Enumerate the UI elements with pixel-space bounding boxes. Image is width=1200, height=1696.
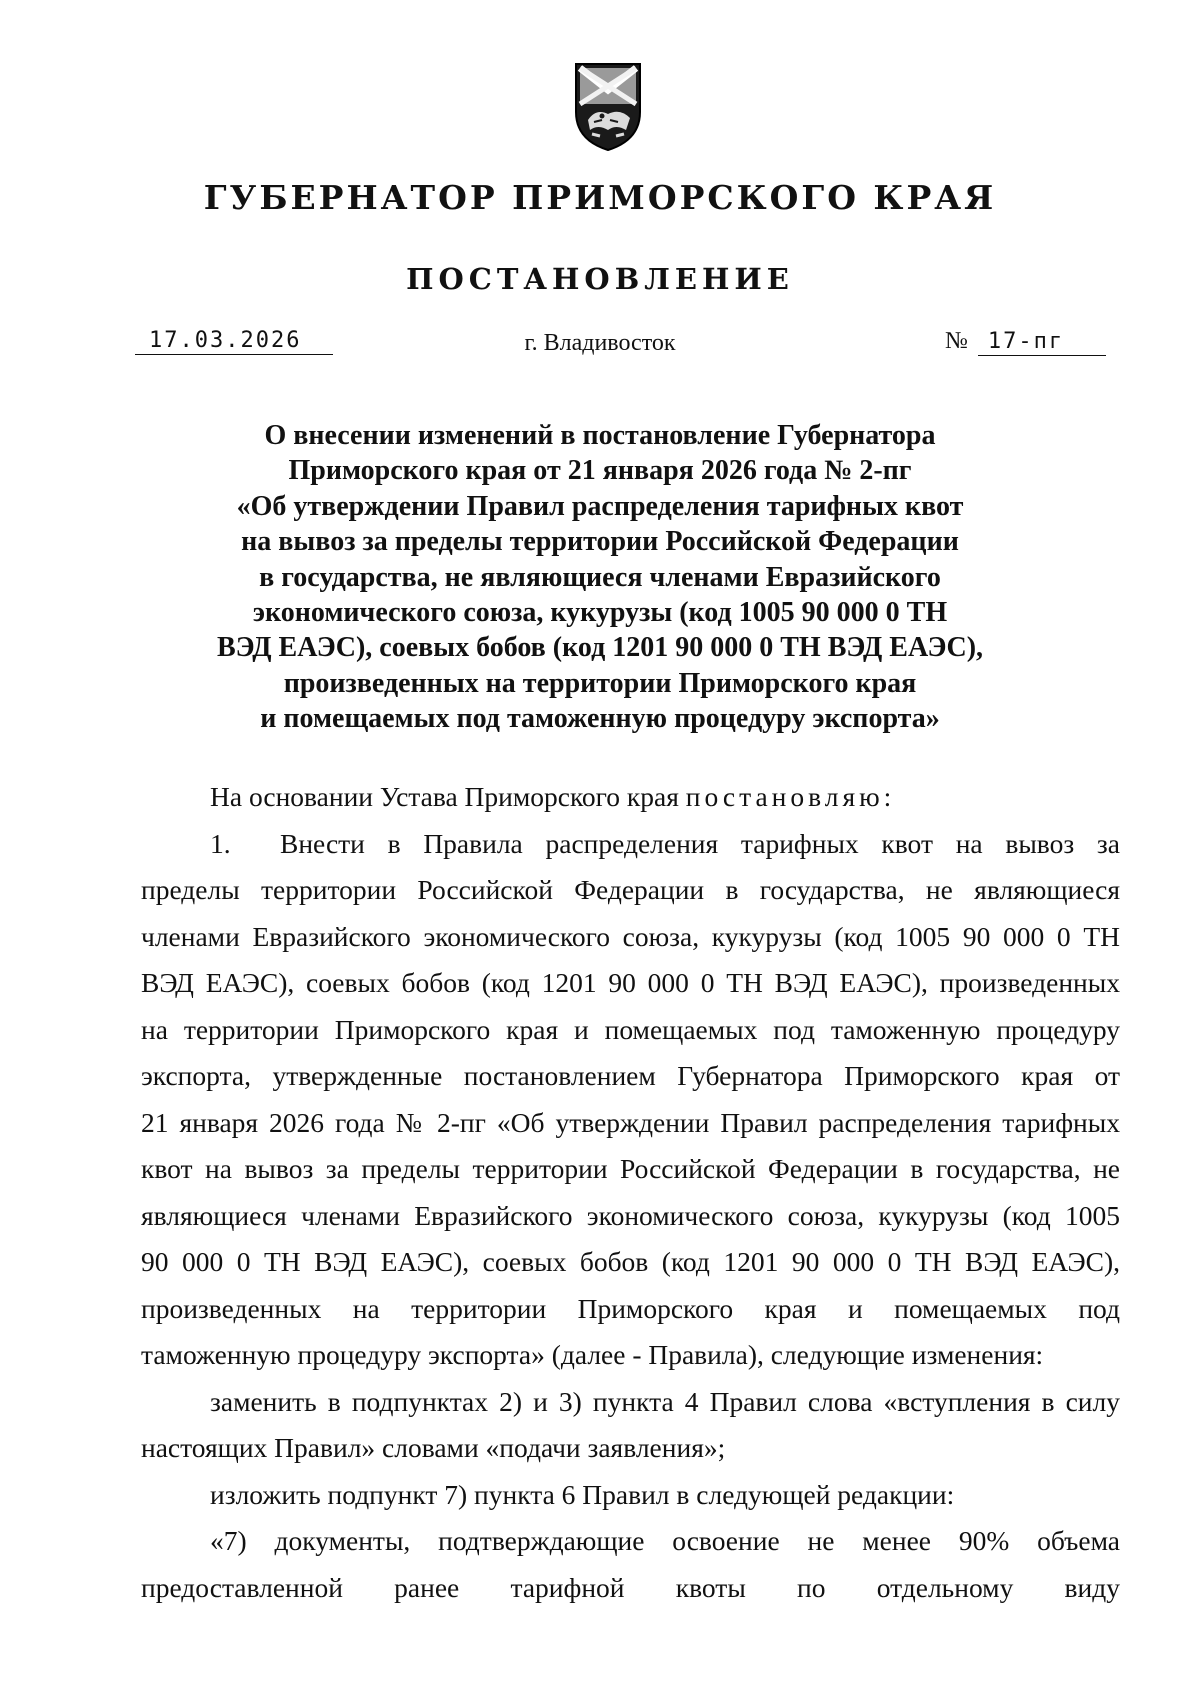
item-1-paragraph (141, 821, 1120, 1379)
item-1-line: произведенных на территории Приморского края и помещаемых под (141, 1292, 1120, 1324)
document-subject (150, 418, 1050, 737)
quote-line: предоставленной ранее тарифной квоты по отдельному виду (141, 1571, 1120, 1603)
subject-line: Приморского края от 21 января 2026 года № 2-пг (288, 455, 912, 487)
item-1-line: на территории Приморского края и помещаемых под таможенную процедуру (141, 1013, 1120, 1045)
subject-line: ВЭД ЕАЭС), соевых бобов (код 1201 90 000 0 ТН ВЭД ЕАЭС), (216, 632, 984, 664)
item-1-line: квот на вывоз за пределы территории Российской Федерации в государства, не (141, 1153, 1120, 1184)
item-1-line: экспорта, утвержденные постановлением Губернатора Приморского края от (141, 1060, 1120, 1091)
subject-line: в государства, не являющиеся членами Евразийского (259, 561, 941, 593)
quote-line: «7) документы, подтверждающие освоение не менее 90% объема (210, 1525, 1120, 1556)
item-1-line: 90 000 0 ТН ВЭД ЕАЭС), соевых бобов (код 1201 90 000 0 ТН ВЭД ЕАЭС), (141, 1246, 1120, 1277)
item-1-first-line: 1. Внести в Правила распределения тарифных квот на вывоз за (141, 821, 1120, 868)
preamble-decree-word: постановляю: (685, 781, 896, 812)
subject-line: «Об утверждении Правил распределения тарифных квот (236, 490, 964, 522)
document-number (945, 328, 1106, 356)
change-1-line: настоящих Правил» словами «подачи заявления»; (141, 1432, 726, 1463)
coat-of-arms-emblem (572, 60, 644, 152)
subject-line: экономического союза, кукурузы (код 1005 90 000 0 ТН (252, 597, 948, 629)
document-body (141, 774, 1120, 1611)
preamble-text: На основании Устава Приморского края (210, 781, 679, 812)
item-1-line: являющиеся членами Евразийского экономического союза, кукурузы (код 1005 (141, 1199, 1120, 1231)
document-number-value: 17-пг (978, 329, 1106, 356)
preamble-paragraph (141, 774, 1120, 821)
change-2-paragraph: изложить подпункт 7) пункта 6 Правил в следующей редакции: (210, 1478, 955, 1510)
item-1-number: 1. (210, 827, 231, 859)
number-sign: № (945, 328, 968, 354)
subject-line: произведенных на территории Приморского края (283, 667, 917, 699)
issuing-authority-title: ГУБЕРНАТОР ПРИМОРСКОГО КРАЯ (203, 178, 997, 217)
document-city: г. Владивосток (524, 330, 676, 356)
item-1-line: ВЭД ЕАЭС), соевых бобов (код 1201 90 000 0 ТН ВЭД ЕАЭС), произведенных (141, 967, 1120, 998)
subject-line: О внесении изменений в постановление Губернатора (264, 420, 936, 451)
item-1-line: 21 января 2026 года № 2-пг «Об утверждении Правил распределения тарифных (141, 1106, 1120, 1138)
item-1-line: членами Евразийского экономического союза, кукурузы (код 1005 90 000 0 ТН (141, 920, 1120, 952)
document-date: 17.03.2026 (135, 328, 333, 355)
change-1-paragraph (141, 1379, 1120, 1472)
item-1-last-line: таможенную процедуру экспорта» (далее - Правила), следующие изменения: (141, 1339, 1044, 1370)
document-type-heading: ПОСТАНОВЛЕНИЕ (406, 262, 794, 296)
change-1-line: заменить в подпунктах 2) и 3) пункта 4 Правил слова «вступления в силу (210, 1385, 1120, 1417)
quoted-subitem-7 (141, 1518, 1120, 1611)
subject-line: на вывоз за пределы территории Российской Федерации (241, 526, 959, 558)
subject-line: и помещаемых под таможенную процедуру экспорта» (260, 703, 940, 735)
item-1-line: пределы территории Российской Федерации в государства, не являющиеся (141, 874, 1120, 905)
